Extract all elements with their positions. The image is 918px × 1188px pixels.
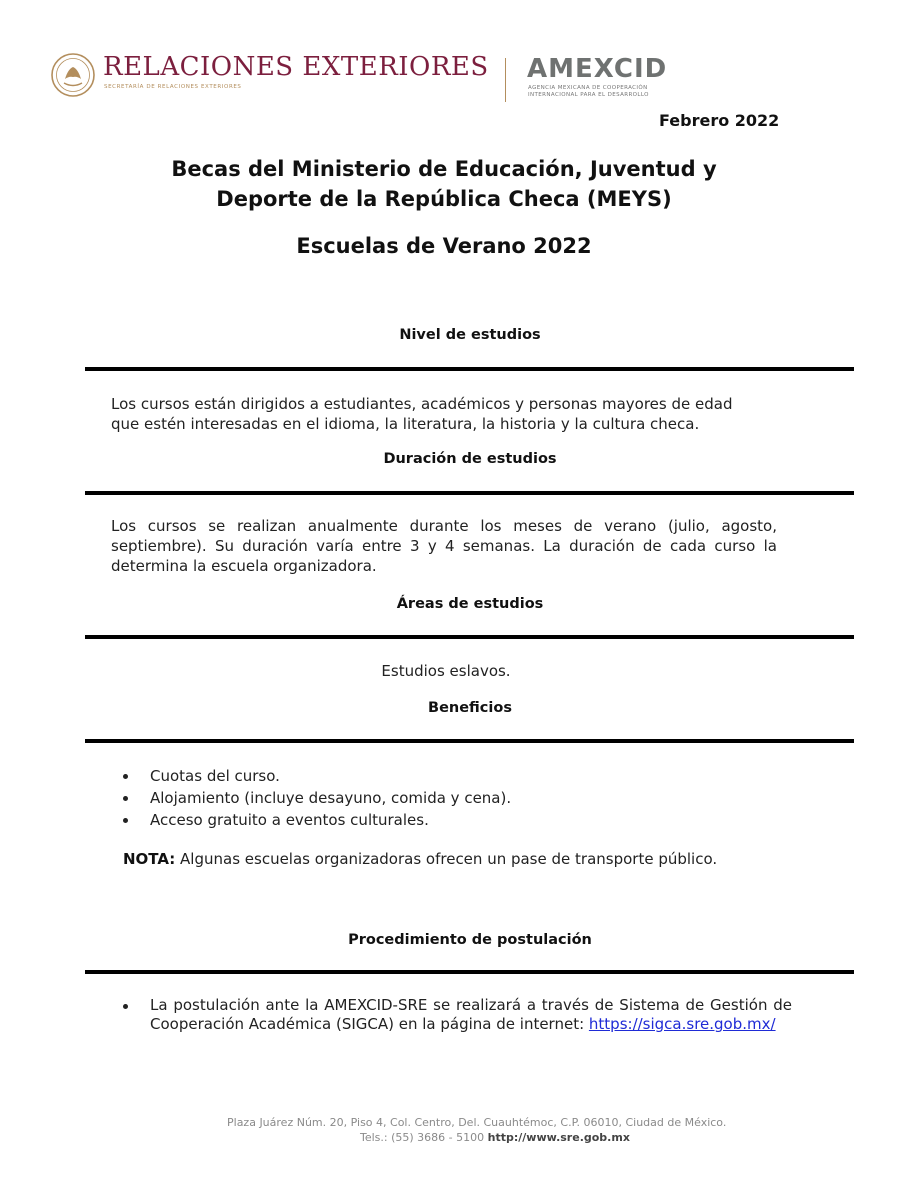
list-item <box>122 787 792 809</box>
nivel-text-line1: Los cursos están dirigidos a estudiantes, académicos y personas mayores de edad <box>111 395 733 413</box>
section-rule <box>85 970 854 974</box>
sre-logo-subtitle: SECRETARÍA DE RELACIONES EXTERIORES <box>104 84 242 90</box>
amexcid-logo-subtitle-line1: AGENCIA MEXICANA DE COOPERACIÓN <box>528 85 648 91</box>
footer-contact <box>360 1131 630 1144</box>
list-item-text: Cuotas del curso. <box>150 767 280 785</box>
mexican-coat-of-arms-seal-icon <box>50 52 98 98</box>
footer-address: Plaza Juárez Núm. 20, Piso 4, Col. Centro, Del. Cuauhtémoc, C.P. 06010, Ciudad de México. <box>227 1116 727 1129</box>
section-heading-procedimiento: Procedimiento de postulación <box>348 932 592 948</box>
section-heading-areas: Áreas de estudios <box>396 596 544 612</box>
section-rule <box>85 367 854 371</box>
logo-divider <box>505 58 506 102</box>
bullet-icon <box>123 796 128 801</box>
document-subtitle: Escuelas de Verano 2022 <box>296 234 592 258</box>
section-rule <box>85 635 854 639</box>
document-title-line1: Becas del Ministerio de Educación, Juventud y <box>171 157 717 181</box>
footer-website: http://www.sre.gob.mx <box>487 1131 630 1144</box>
section-heading-nivel: Nivel de estudios <box>399 327 541 343</box>
bullet-icon <box>123 774 128 779</box>
procedimiento-list-item <box>122 996 792 1034</box>
footer-phone: Tels.: (55) 3686 - 5100 <box>360 1131 488 1144</box>
sre-logo-title: RELACIONES EXTERIORES <box>103 52 489 82</box>
areas-text: Estudios eslavos. <box>381 662 511 680</box>
bullet-icon <box>123 818 128 823</box>
document-title-line2: Deporte de la República Checa (MEYS) <box>216 187 672 211</box>
bullet-icon <box>123 1004 128 1009</box>
document-date: Febrero 2022 <box>659 111 780 130</box>
amexcid-logo-title: AMEXCID <box>527 54 668 84</box>
nivel-text-line2: que estén interesadas en el idioma, la literatura, la historia y la cultura checa. <box>111 415 700 433</box>
duracion-text: Los cursos se realizan anualmente durante los meses de verano (julio, agosto, septiembre). Su duración varía entre 3 y 4 semanas. La duración de cada curso la determina la escuela organizadora. <box>111 517 777 575</box>
beneficios-note <box>123 850 717 868</box>
note-label: NOTA: <box>123 850 176 868</box>
amexcid-logo-subtitle-line2: INTERNACIONAL PARA EL DESARROLLO <box>528 92 649 98</box>
section-rule <box>85 739 854 743</box>
section-heading-duracion: Duración de estudios <box>383 451 557 467</box>
beneficios-list <box>122 765 792 831</box>
list-item <box>122 765 792 787</box>
section-heading-beneficios: Beneficios <box>428 700 512 716</box>
list-item-text: Acceso gratuito a eventos culturales. <box>150 811 429 829</box>
list-item <box>122 809 792 831</box>
sigca-link[interactable]: https://sigca.sre.gob.mx/ <box>588 1015 776 1033</box>
note-text: Algunas escuelas organizadoras ofrecen un pase de transporte público. <box>175 850 718 868</box>
procedimiento-text: La postulación ante la AMEXCID-SRE se realizará a través de Sistema de Gestión de Cooperación Académica (SIGCA) en la página de internet: <box>150 996 792 1033</box>
section-rule <box>85 491 854 495</box>
list-item-text: Alojamiento (incluye desayuno, comida y cena). <box>150 789 512 807</box>
